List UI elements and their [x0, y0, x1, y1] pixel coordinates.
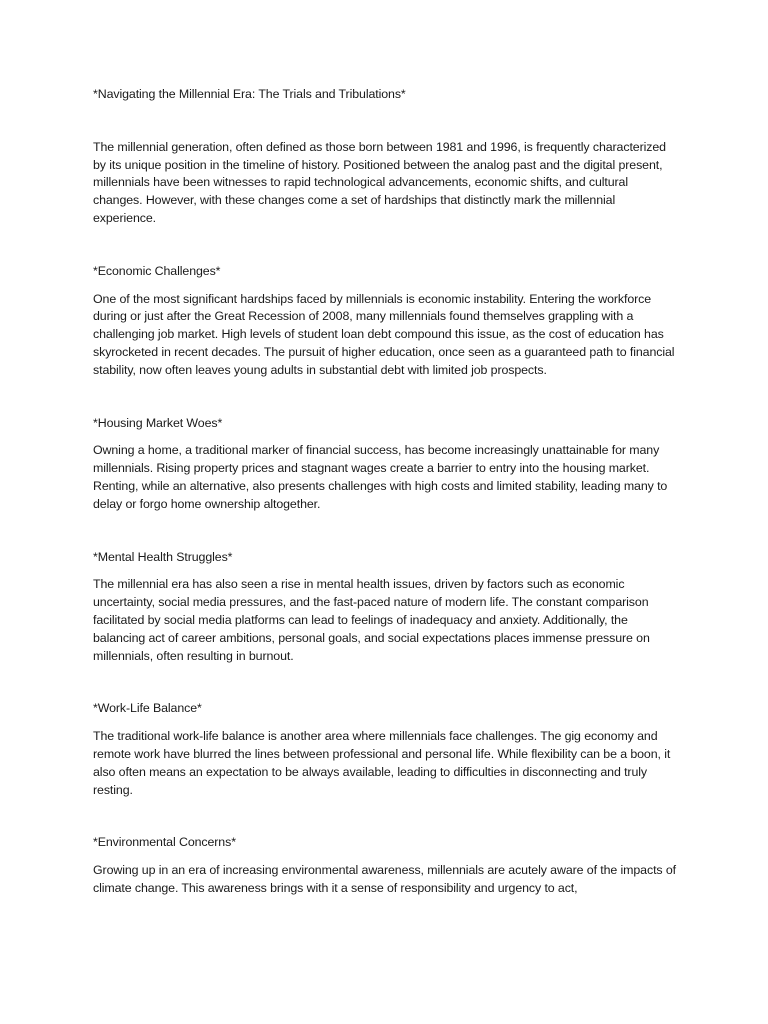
section-environmental-concerns	[93, 834, 679, 897]
section-housing-market-woes	[93, 415, 679, 514]
section-mental-health-struggles	[93, 549, 679, 666]
section-heading: *Environmental Concerns*	[93, 835, 236, 850]
section-paragraph: The millennial era has also seen a rise in mental health issues, driven by factors such as economic uncertainty, social media pressures, and the fast-paced nature of modern life. The constant comparison facilitated by social media platforms can lead to feelings of inadequacy and anxiety. Additionally, the balancing act of career ambitions, personal goals, and social expectations places immense pressure on millennials, often resulting in burnout.	[93, 577, 650, 663]
section-paragraph: Owning a home, a traditional marker of financial success, has become increasingly unattainable for many millennials. Rising property prices and stagnant wages create a barrier to entry into the housing market. Renting, while an alternative, also presents challenges with high costs and limited stability, leading many to delay or forgo home ownership altogether.	[93, 443, 668, 511]
document-content	[93, 86, 679, 933]
section-heading: *Housing Market Woes*	[93, 415, 223, 430]
section-work-life-balance	[93, 700, 679, 799]
section-paragraph: One of the most significant hardships faced by millennials is economic instability. Entering the workforce during or just after the Great Recession of 2008, many millennials found themselves grappling with a challenging job market. High levels of student loan debt compound this issue, as the cost of education has skyrocketed in recent decades. The pursuit of higher education, once seen as a guaranteed path to financial stability, now often leaves young adults in substantial debt with limited job prospects.	[93, 291, 675, 377]
section-paragraph: The traditional work-life balance is another area where millennials face challenges. The gig economy and remote work have blurred the lines between professional and personal life. While flexibility can be a boon, it also often means an expectation to be always available, leading to difficulties in disconnecting and truly resting.	[93, 729, 671, 797]
section-heading: *Economic Challenges*	[93, 263, 221, 278]
section-paragraph: Growing up in an era of increasing environmental awareness, millennials are acutely aware of the impacts of climate change. This awareness brings with it a sense of responsibility and urgency to act,	[93, 863, 676, 895]
section-heading: *Work-Life Balance*	[93, 701, 202, 716]
intro-paragraph: The millennial generation, often defined as those born between 1981 and 1996, is frequently characterized by its unique position in the timeline of history. Positioned between the analog past and the digital present, millennials have been witnesses to rapid technological advancements, economic shifts, and cultural changes. However, with these changes come a set of hardships that distinctly mark the millennial experience.	[93, 139, 666, 225]
section-economic-challenges	[93, 263, 679, 380]
section-heading: *Mental Health Struggles*	[93, 549, 233, 564]
document-title: *Navigating the Millennial Era: The Trials and Tribulations*	[93, 87, 406, 101]
